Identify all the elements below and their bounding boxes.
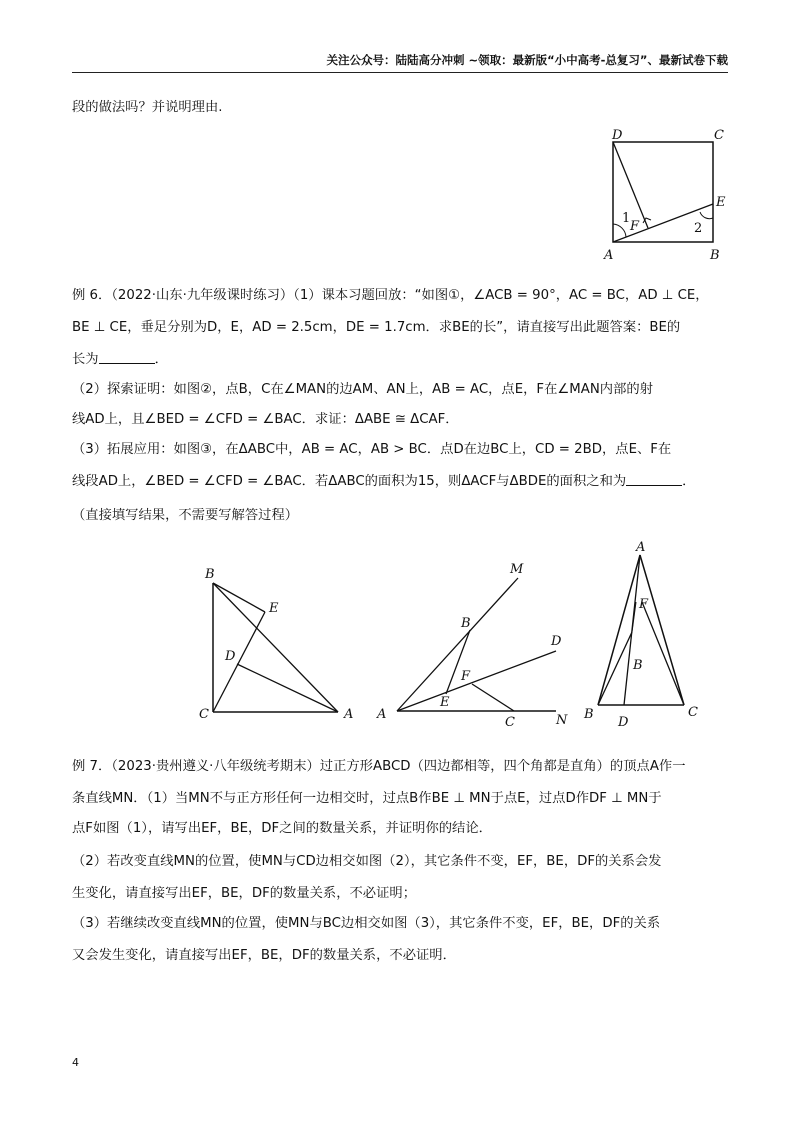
fig2-label-F: F [461, 669, 471, 684]
header-divider [72, 72, 728, 73]
example6-line6: （3）拓展应用：如图③，在ΔABC中，AB = AC，AB > BC．点D在边BC上，CD = 2BD，点E、F在 [72, 442, 672, 457]
fig2-label-B: B [461, 616, 471, 631]
fig2-label-M: M [510, 562, 524, 577]
square-label-F: F [630, 219, 640, 234]
fig2-label-D: D [551, 634, 562, 649]
answer-blank-1 [99, 351, 155, 364]
example6-line8: （直接填写结果，不需要写解答过程） [72, 508, 299, 523]
example7-line1: 例 7．（2023·贵州遵义·八年级统考期末）过正方形ABCD（四边都相等，四个角都是直角）的顶点A作一 [72, 759, 686, 774]
example7-line7: 又会发生变化，请直接写出EF，BE，DF的数量关系，不必证明． [72, 948, 456, 963]
example7-line6: （3）若继续改变直线MN的位置，使MN与BC边相交如图（3），其它条件不变，EF，BE，DF的关系 [72, 916, 661, 931]
example7-line2: 条直线MN．（1）当MN不与正方形任何一边相交时，过点B作BE ⊥ MN于点E，过点D作DF ⊥ MN于 [72, 791, 662, 806]
example6-line4: （2）探索证明：如图②，点B，C在∠MAN的边AM、AN上，AB = AC，点E，F在∠MAN内部的射 [72, 382, 653, 397]
square-angle-2: 2 [694, 221, 703, 236]
example6-line3-text: 长为 [72, 352, 99, 367]
fig3-label-B-inner: B [633, 658, 643, 673]
fig3-label-C: C [688, 705, 698, 720]
square-label-C: C [714, 128, 724, 143]
previous-question-tail: 段的做法吗？并说明理由. [72, 100, 223, 115]
square-label-D: D [612, 128, 623, 143]
example6-line5: 线AD上，且∠BED = ∠CFD = ∠BAC．求证：ΔABE ≅ ΔCAF． [72, 412, 459, 427]
fig1-label-E: E [269, 601, 279, 616]
square-label-B: B [710, 248, 720, 263]
answer-blank-2 [626, 473, 682, 486]
example6-line7 [72, 472, 728, 492]
figure-1 [195, 560, 365, 730]
fig3-label-A: A [636, 540, 646, 555]
example6-line3 [72, 350, 728, 370]
fig1-label-B: B [205, 567, 215, 582]
page-header: 关注公众号：陆陆高分冲刺 ~领取：最新版“小中高考-总复习”、最新试卷下载 [326, 53, 728, 67]
fig1-label-C: C [199, 707, 209, 722]
fig2-label-N: N [556, 713, 568, 728]
square-angle-1: 1 [622, 211, 631, 226]
square-label-E: E [716, 195, 726, 210]
fig3-label-B: B [584, 707, 594, 722]
figure-3 [575, 535, 715, 735]
example6-line1: 例 6．（2022·山东·九年级课时练习）（1）课本习题回放：“如图①，∠ACB = 90°，AC = BC，AD ⊥ CE， [72, 288, 709, 303]
square-figure [600, 120, 730, 270]
example7-line3: 点F如图（1），请写出EF，BE，DF之间的数量关系，并证明你的结论． [72, 821, 492, 836]
figure-2 [375, 555, 575, 730]
fig1-label-D: D [225, 649, 236, 664]
fig3-label-F: F [639, 597, 649, 612]
example6-line7-end: ． [682, 474, 696, 489]
example6-line3-end: ． [154, 352, 168, 367]
example6-line2: BE ⊥ CE，垂足分别为D，E，AD = 2.5cm，DE = 1.7cm．求BE的长”，请直接写出此题答案：BE的 [72, 320, 681, 335]
example7-line4: （2）若改变直线MN的位置，使MN与CD边相交如图（2），其它条件不变，EF，BE，DF的关系会发 [72, 854, 662, 869]
fig1-label-A: A [344, 707, 354, 722]
example7-line5: 生变化，请直接写出EF，BE，DF的数量关系，不必证明； [72, 886, 416, 901]
fig2-label-C: C [505, 715, 515, 730]
fig2-label-A: A [377, 707, 387, 722]
page-number: 4 [72, 1056, 79, 1069]
square-label-A: A [604, 248, 614, 263]
fig3-label-D: D [618, 715, 629, 730]
fig2-label-E: E [440, 695, 450, 710]
example6-line7-text: 线段AD上，∠BED = ∠CFD = ∠BAC．若ΔABC的面积为15，则ΔACF与ΔBDE的面积之和为 [72, 474, 627, 489]
